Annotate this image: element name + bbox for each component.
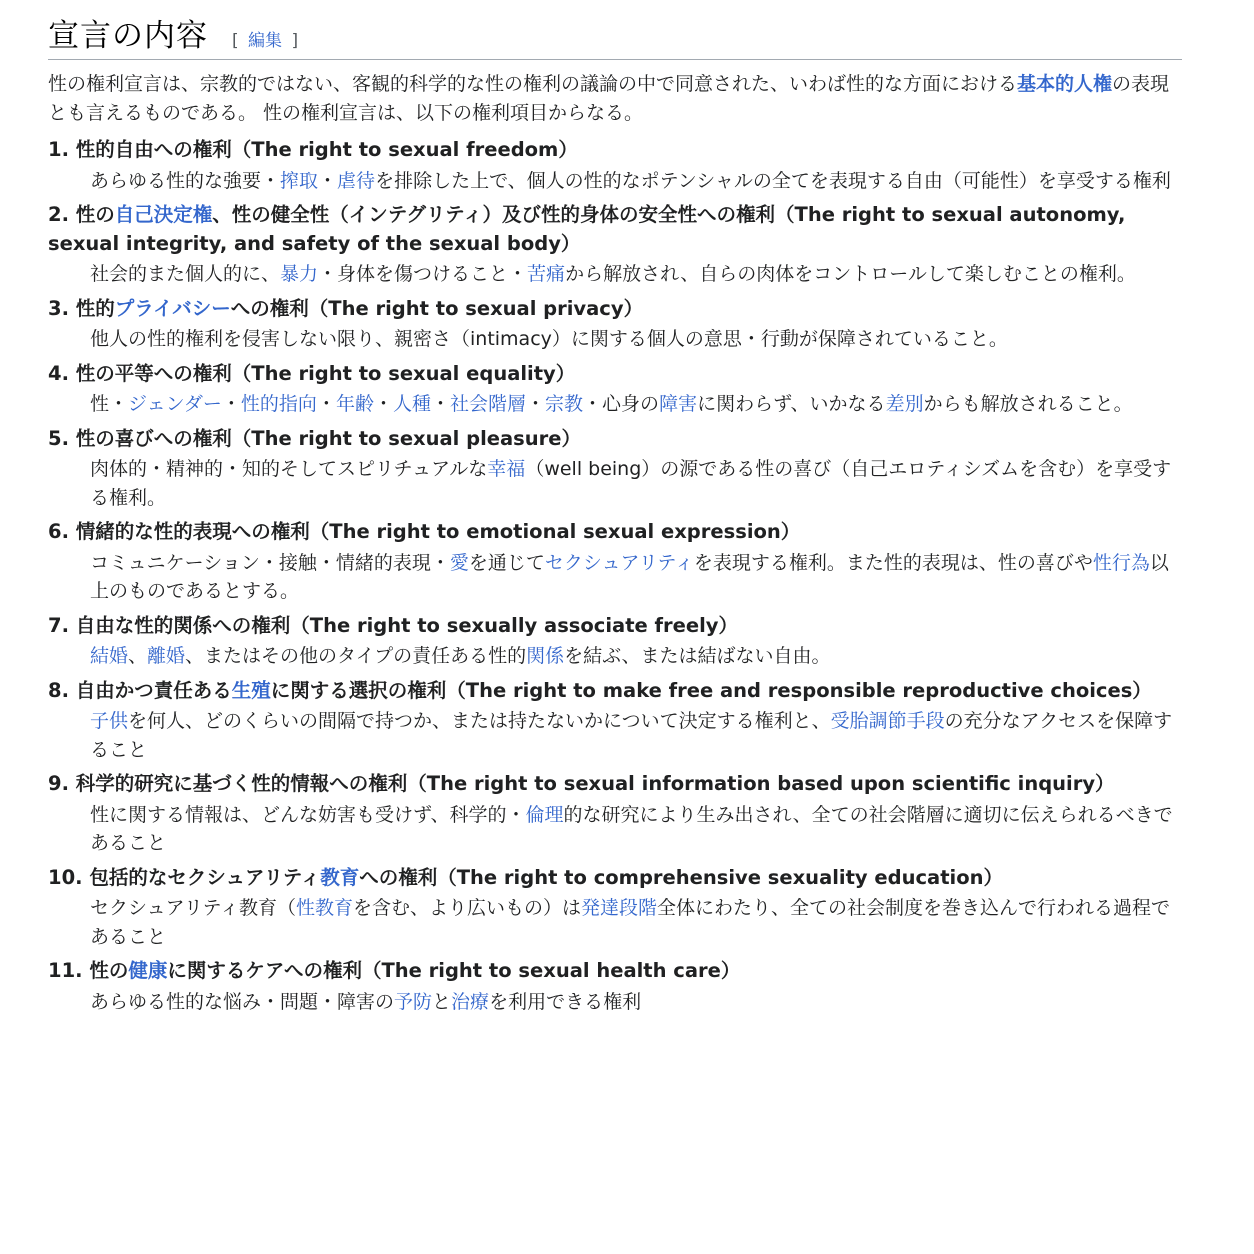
wiki-link[interactable]: 年齢: [335, 393, 374, 415]
wiki-link[interactable]: 性教育: [295, 897, 353, 919]
text-run: 他人の性的権利を侵害しない限り、親密さ（intimacy）に関する個人の意思・行動が保障されていること。: [90, 328, 1008, 350]
wiki-link[interactable]: 暴力: [280, 263, 319, 285]
wiki-link[interactable]: 差別: [885, 393, 924, 415]
text-run: を結ぶ、または結ばない自由。: [564, 645, 831, 667]
wiki-link[interactable]: ジェンダー: [128, 393, 222, 415]
text-run: 、性の健全性（インテグリティ）及び性的身体の安全性への権利（The right to sexual autonomy, sexual integrity, and safety of the sexual body）: [48, 203, 1126, 255]
text-run: の充分なアクセスを保障すること: [90, 710, 1173, 761]
text-run: に関するケアへの権利（The right to sexual health care）: [167, 959, 741, 982]
right-item: [48, 677, 1182, 765]
right-item: [48, 425, 1182, 513]
right-item-description: [90, 390, 1182, 419]
wiki-link[interactable]: 自己決定権: [114, 203, 213, 226]
wiki-link[interactable]: 基本的人権: [1017, 73, 1113, 95]
wiki-link[interactable]: 障害: [659, 393, 698, 415]
text-run: ・: [526, 393, 546, 415]
wiki-link[interactable]: 愛: [449, 551, 469, 574]
text-run: に関する選択の権利（The right to make free and responsible reproductive choices）: [270, 678, 1152, 702]
text-run: への権利（The right to sexual privacy）: [230, 296, 644, 320]
text-run: の表現とも言えるものである。 性の権利宣言は、以下の権利項目からなる。: [48, 73, 1170, 124]
wiki-link[interactable]: 関係: [526, 645, 565, 667]
section-title: 宣言の内容: [48, 18, 208, 54]
text-run: ・: [221, 393, 241, 415]
text-run: セクシュアリティ教育（: [90, 897, 296, 919]
right-item-description: [90, 549, 1182, 606]
right-item: [48, 864, 1182, 952]
wiki-link[interactable]: 苦痛: [527, 263, 566, 285]
right-item: [48, 360, 1182, 419]
wiki-link[interactable]: セクシュアリティ: [544, 551, 694, 574]
right-item: [48, 770, 1182, 858]
edit-bracket-open: [: [232, 31, 239, 51]
text-run: 5. 性の喜びへの権利（The right to sexual pleasure）: [48, 426, 582, 450]
wiki-link[interactable]: 倫理: [525, 803, 564, 826]
right-item-title: [48, 677, 1182, 706]
text-run: 8. 自由かつ責任ある: [48, 678, 232, 702]
intro-paragraph: [48, 70, 1182, 128]
wiki-link[interactable]: 性行為: [1092, 551, 1150, 574]
text-run: 全体にわたり、全ての社会制度を巻き込んで行われる過程であること: [90, 897, 1171, 948]
edit-bracket-close: ]: [291, 31, 299, 51]
text-run: 3. 性的: [48, 296, 115, 320]
right-item-title: [48, 957, 1182, 986]
right-item-title: [48, 136, 1182, 165]
text-run: 、またはその他のタイプの責任ある性的: [185, 645, 527, 667]
wiki-link[interactable]: 子供: [90, 710, 129, 732]
right-item-description: [90, 801, 1182, 858]
right-item: [48, 136, 1182, 195]
text-run: を利用できる権利: [489, 990, 642, 1013]
wiki-link[interactable]: 幸福: [487, 458, 526, 480]
text-run: を何人、どのくらいの間隔で持つか、または持たないかについて決定する権利と、: [128, 710, 831, 732]
text-run: あらゆる性的な強要・: [90, 169, 281, 192]
text-run: （well being）の源である性の喜び（自己エロティシズムを含む）を享受する権利。: [90, 458, 1172, 509]
text-run: ・: [318, 169, 338, 192]
wiki-link[interactable]: プライバシー: [114, 296, 231, 320]
text-run: 9. 科学的研究に基づく性的情報への権利（The right to sexual information based upon scientific inquiry）: [48, 772, 1115, 795]
right-item-description: [90, 260, 1182, 289]
text-run: を表現する権利。また性的表現は、性の喜びや: [693, 551, 1093, 574]
text-run: 、: [128, 645, 148, 667]
text-run: を通じて: [468, 551, 545, 574]
text-run: コミュニケーション・接触・情緒的表現・: [90, 551, 450, 574]
wiki-link[interactable]: 宗教: [545, 393, 584, 415]
text-run: 10. 包括的なセクシュアリティ: [48, 865, 321, 889]
right-item: [48, 957, 1182, 1016]
wiki-link[interactable]: 人種: [392, 393, 431, 415]
text-run: 以上のものであるとする。: [90, 551, 1169, 602]
text-run: 肉体的・精神的・知的そしてスピリチュアルな: [90, 458, 488, 480]
wiki-link[interactable]: 離婚: [147, 645, 186, 667]
text-run: 性の権利宣言は、宗教的ではない、客観的科学的な性の権利の議論の中で同意された、いわば性的な方面における: [48, 73, 1018, 95]
right-item-title: [48, 518, 1182, 547]
right-item-description: [90, 707, 1182, 764]
text-run: 2. 性の: [48, 203, 115, 226]
wiki-link[interactable]: 受胎調節手段: [830, 710, 945, 732]
text-run: 6. 情緒的な性的表現への権利（The right to emotional sexual expression）: [48, 520, 801, 543]
wiki-link[interactable]: 健康: [128, 959, 168, 982]
right-item-description: [90, 988, 1182, 1017]
right-item-description: [90, 455, 1182, 512]
text-run: 1. 性的自由への権利（The right to sexual freedom）: [48, 138, 578, 161]
edit-section-link-wrapper: [232, 26, 298, 51]
wiki-link[interactable]: 結婚: [90, 645, 129, 667]
right-item-description: [90, 325, 1182, 354]
text-run: 性・: [90, 393, 129, 415]
right-item-title: [48, 201, 1182, 258]
text-run: あらゆる性的な悩み・問題・障害の: [90, 990, 395, 1013]
text-run: 11. 性の: [48, 959, 129, 982]
wiki-link[interactable]: 治療: [451, 990, 490, 1013]
right-item: [48, 201, 1182, 289]
wiki-link[interactable]: 予防: [394, 990, 433, 1013]
text-run: 4. 性の平等への権利（The right to sexual equality）: [48, 361, 576, 385]
right-item-title: [48, 864, 1182, 893]
wiki-link[interactable]: 虐待: [337, 169, 376, 192]
text-run: から解放され、自らの肉体をコントロールして楽しむことの権利。: [565, 263, 1136, 285]
text-run: への権利（The right to comprehensive sexuality education）: [359, 865, 1003, 889]
right-item: [48, 518, 1182, 606]
text-run: 的な研究により生み出され、全ての社会階層に適切に伝えられるべきであること: [90, 803, 1173, 854]
right-item-title: [48, 425, 1182, 454]
right-item-description: [90, 642, 1182, 671]
right-item-title: [48, 612, 1182, 641]
wiki-link[interactable]: 性的指向: [240, 393, 317, 415]
text-run: ・心身の: [583, 393, 660, 415]
wiki-link[interactable]: 社会階層: [450, 393, 527, 415]
text-run: に関わらず、いかなる: [697, 393, 886, 415]
wiki-link[interactable]: 教育: [320, 865, 360, 889]
text-run: を含む、より広いもの）は: [352, 897, 581, 919]
text-run: ・: [430, 393, 450, 415]
wiki-link[interactable]: 生殖: [231, 678, 271, 702]
text-run: を排除した上で、個人の性的なポテンシャルの全てを表現する自由（可能性）を享受する権利: [375, 169, 1171, 192]
text-run: 7. 自由な性的関係への権利（The right to sexually associate freely）: [48, 613, 738, 637]
wiki-link[interactable]: 搾取: [280, 169, 319, 192]
right-item-description: [90, 894, 1182, 951]
right-item-title: [48, 295, 1182, 324]
text-run: と: [432, 990, 452, 1013]
right-item-title: [48, 770, 1182, 799]
text-run: ・身体を傷つけること・: [318, 263, 528, 285]
text-run: 社会的また個人的に、: [90, 263, 281, 285]
text-run: ・: [373, 393, 393, 415]
text-run: ・: [316, 393, 336, 415]
wiki-link[interactable]: 発達段階: [581, 897, 658, 919]
right-item: [48, 612, 1182, 671]
right-item-description: [90, 167, 1182, 196]
section-heading-row: [48, 10, 1182, 60]
text-run: 性に関する情報は、どんな妨害も受けず、科学的・: [90, 803, 526, 826]
edit-section-link[interactable]: 編集: [248, 31, 283, 51]
text-run: からも解放されること。: [923, 393, 1133, 415]
rights-list: [48, 136, 1182, 1016]
right-item: [48, 295, 1182, 354]
right-item-title: [48, 360, 1182, 389]
